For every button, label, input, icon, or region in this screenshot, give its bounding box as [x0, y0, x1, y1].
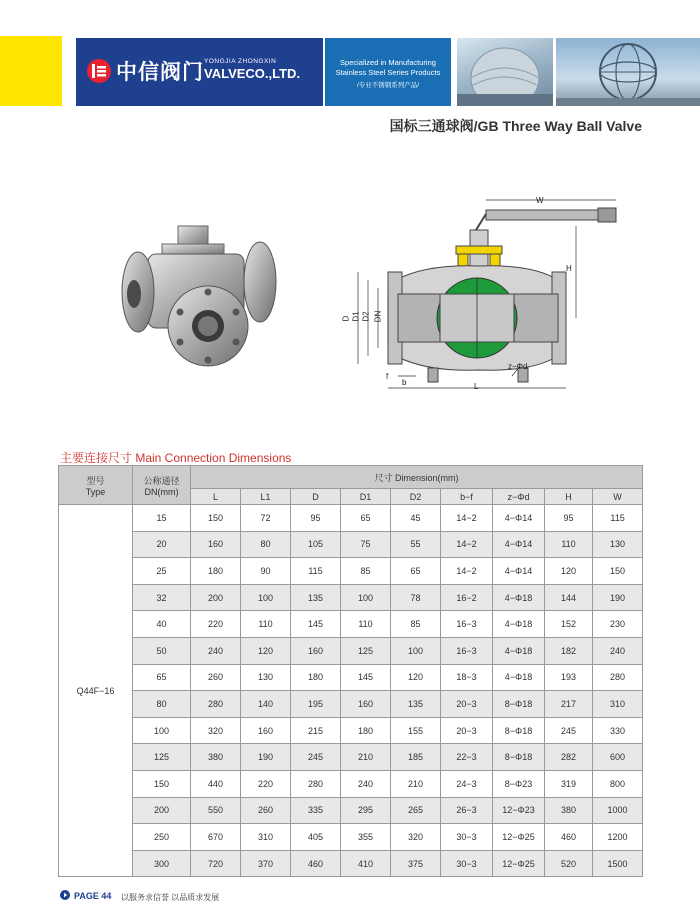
cell-d2: 210 — [391, 770, 441, 797]
cell-l: 720 — [191, 850, 241, 877]
cell-d: 180 — [291, 664, 341, 691]
dim-label-w: W — [536, 196, 544, 205]
cell-l1: 260 — [241, 797, 291, 824]
cell-b-f: 16−2 — [441, 584, 493, 611]
cell-h: 380 — [545, 797, 593, 824]
footer-slogan: 以服务求信誉 以品质求发展 — [121, 893, 220, 902]
cell-d: 115 — [291, 558, 341, 585]
cell-h: 460 — [545, 824, 593, 851]
cell-w: 280 — [593, 664, 643, 691]
cell-d1: 125 — [341, 637, 391, 664]
dim-label-z-phi-d: z−Φd — [508, 362, 528, 371]
header-dn-en: DN(mm) — [144, 486, 179, 497]
table-row — [59, 531, 643, 558]
table-row — [59, 691, 643, 718]
cell-h: 319 — [545, 770, 593, 797]
table-row — [59, 717, 643, 744]
cell-l: 440 — [191, 770, 241, 797]
cell-l1: 310 — [241, 824, 291, 851]
cell-l1: 90 — [241, 558, 291, 585]
cell-d2: 55 — [391, 531, 441, 558]
section-title: 主要连接尺寸 Main Connection Dimensions — [60, 451, 292, 465]
dim-label-h: H — [566, 264, 572, 273]
cell-d: 335 — [291, 797, 341, 824]
cell-b-f: 22−3 — [441, 744, 493, 771]
cell-b-f: 14−2 — [441, 531, 493, 558]
cell-d1: 180 — [341, 717, 391, 744]
cell-l1: 72 — [241, 505, 291, 532]
dim-label-f: f — [386, 372, 389, 381]
cell-z-phi-d: 8−Φ23 — [493, 770, 545, 797]
cell-b-f: 20−3 — [441, 717, 493, 744]
header-type — [59, 466, 133, 505]
cell-d2: 100 — [391, 637, 441, 664]
cell-d2: 135 — [391, 691, 441, 718]
cell-dn: 25 — [133, 558, 191, 585]
table-row — [59, 584, 643, 611]
table-row — [59, 637, 643, 664]
col-header-l: L — [191, 489, 241, 505]
cell-z-phi-d: 12−Φ23 — [493, 797, 545, 824]
cell-dn: 300 — [133, 850, 191, 877]
cell-l: 240 — [191, 637, 241, 664]
table-row — [59, 505, 643, 532]
specialization-banner — [325, 38, 451, 106]
cell-h: 144 — [545, 584, 593, 611]
cell-w: 600 — [593, 744, 643, 771]
cell-l1: 80 — [241, 531, 291, 558]
cell-d2: 78 — [391, 584, 441, 611]
page-title: 国标三通球阀/GB Three Way Ball Valve — [389, 118, 642, 134]
cell-d: 160 — [291, 637, 341, 664]
cell-l: 200 — [191, 584, 241, 611]
cell-l: 670 — [191, 824, 241, 851]
cell-l1: 110 — [241, 611, 291, 638]
cell-dn: 250 — [133, 824, 191, 851]
play-arrow-icon — [60, 890, 70, 900]
table-row — [59, 558, 643, 585]
technical-drawing — [336, 190, 626, 400]
col-header-zd: z−Φd — [493, 489, 545, 505]
cell-dn: 40 — [133, 611, 191, 638]
product-photo-three-way-valve — [108, 222, 286, 372]
cell-h: 95 — [545, 505, 593, 532]
cell-w: 1500 — [593, 850, 643, 877]
cell-dn: 150 — [133, 770, 191, 797]
cell-l1: 370 — [241, 850, 291, 877]
brand-name-english: VALVECO.,LTD. — [204, 66, 301, 81]
globe-sculpture-image — [556, 38, 700, 106]
cell-d1: 295 — [341, 797, 391, 824]
cell-z-phi-d: 4−Φ18 — [493, 611, 545, 638]
cell-z-phi-d: 4−Φ14 — [493, 531, 545, 558]
cell-d2: 85 — [391, 611, 441, 638]
cell-l: 380 — [191, 744, 241, 771]
cell-h: 245 — [545, 717, 593, 744]
cell-dn: 125 — [133, 744, 191, 771]
cell-dn: 15 — [133, 505, 191, 532]
cell-z-phi-d: 12−Φ25 — [493, 850, 545, 877]
cell-d2: 265 — [391, 797, 441, 824]
cell-w: 115 — [593, 505, 643, 532]
cell-b-f: 18−3 — [441, 664, 493, 691]
cell-h: 120 — [545, 558, 593, 585]
company-logo-icon — [86, 58, 112, 84]
cell-d: 195 — [291, 691, 341, 718]
cell-d: 95 — [291, 505, 341, 532]
dim-label-d: D — [341, 315, 351, 322]
cell-l: 280 — [191, 691, 241, 718]
cell-z-phi-d: 8−Φ18 — [493, 691, 545, 718]
cell-dn: 200 — [133, 797, 191, 824]
table-row — [59, 744, 643, 771]
table-header-row — [59, 466, 643, 489]
cell-w: 130 — [593, 531, 643, 558]
cell-w: 1000 — [593, 797, 643, 824]
cell-d1: 160 — [341, 691, 391, 718]
dim-label-dn: DN — [373, 310, 383, 323]
cell-l: 160 — [191, 531, 241, 558]
cell-d: 145 — [291, 611, 341, 638]
dim-label-b: b — [402, 378, 407, 387]
cell-d: 245 — [291, 744, 341, 771]
cell-dn: 50 — [133, 637, 191, 664]
cell-l1: 130 — [241, 664, 291, 691]
table-row — [59, 824, 643, 851]
cell-d1: 65 — [341, 505, 391, 532]
cell-d2: 155 — [391, 717, 441, 744]
col-header-w: W — [593, 489, 643, 505]
cell-d: 135 — [291, 584, 341, 611]
header-yellow-block — [0, 36, 62, 106]
cell-b-f: 16−3 — [441, 611, 493, 638]
col-header-d1: D1 — [341, 489, 391, 505]
col-header-d: D — [291, 489, 341, 505]
cell-l: 260 — [191, 664, 241, 691]
cell-w: 230 — [593, 611, 643, 638]
cell-w: 1200 — [593, 824, 643, 851]
header-dn-cn: 公称通径 — [143, 475, 180, 486]
cell-dn: 100 — [133, 717, 191, 744]
cell-h: 217 — [545, 691, 593, 718]
header-type-cn: 型号 — [86, 475, 105, 486]
header-dimension: 尺寸 Dimension(mm) — [191, 466, 643, 489]
cell-l1: 160 — [241, 717, 291, 744]
cell-d: 280 — [291, 770, 341, 797]
header-type-en: Type — [85, 486, 106, 497]
cell-w: 190 — [593, 584, 643, 611]
cell-d: 460 — [291, 850, 341, 877]
cell-z-phi-d: 4−Φ18 — [493, 584, 545, 611]
cell-b-f: 30−3 — [441, 824, 493, 851]
cell-d2: 375 — [391, 850, 441, 877]
cell-w: 240 — [593, 637, 643, 664]
cell-l1: 220 — [241, 770, 291, 797]
cell-h: 282 — [545, 744, 593, 771]
cell-d1: 85 — [341, 558, 391, 585]
cell-d1: 355 — [341, 824, 391, 851]
cell-b-f: 24−3 — [441, 770, 493, 797]
cell-d1: 100 — [341, 584, 391, 611]
header-dn — [133, 466, 191, 505]
cell-h: 520 — [545, 850, 593, 877]
cell-z-phi-d: 4−Φ14 — [493, 505, 545, 532]
cell-l: 150 — [191, 505, 241, 532]
cell-h: 110 — [545, 531, 593, 558]
cell-l1: 100 — [241, 584, 291, 611]
dim-label-d1: D1 — [351, 311, 361, 322]
table-body — [59, 505, 643, 877]
cell-d1: 240 — [341, 770, 391, 797]
cell-d1: 75 — [341, 531, 391, 558]
col-header-h: H — [545, 489, 593, 505]
table-row — [59, 664, 643, 691]
col-header-bf: b−f — [441, 489, 493, 505]
cell-l: 320 — [191, 717, 241, 744]
cell-d2: 185 — [391, 744, 441, 771]
cell-l: 550 — [191, 797, 241, 824]
cell-d1: 145 — [341, 664, 391, 691]
table-row — [59, 850, 643, 877]
cell-w: 310 — [593, 691, 643, 718]
cell-h: 182 — [545, 637, 593, 664]
cell-z-phi-d: 4−Φ18 — [493, 664, 545, 691]
cell-d1: 110 — [341, 611, 391, 638]
brand-name-pinyin: YONGJIA ZHONGXIN — [204, 58, 277, 65]
header-photo-tanks — [457, 38, 553, 106]
table-row — [59, 797, 643, 824]
cell-z-phi-d: 8−Φ18 — [493, 717, 545, 744]
cell-l1: 120 — [241, 637, 291, 664]
cell-d2: 120 — [391, 664, 441, 691]
cell-z-phi-d: 4−Φ18 — [493, 637, 545, 664]
cell-d: 405 — [291, 824, 341, 851]
cell-dn: 80 — [133, 691, 191, 718]
cell-d: 215 — [291, 717, 341, 744]
cell-b-f: 20−3 — [441, 691, 493, 718]
cell-w: 800 — [593, 770, 643, 797]
col-header-d2: D2 — [391, 489, 441, 505]
table-row — [59, 770, 643, 797]
cell-d1: 410 — [341, 850, 391, 877]
cell-z-phi-d: 12−Φ25 — [493, 824, 545, 851]
specialization-line-2: Stainless Steel Series Products — [335, 68, 441, 77]
cell-l1: 190 — [241, 744, 291, 771]
cell-b-f: 26−3 — [441, 797, 493, 824]
cell-dn: 32 — [133, 584, 191, 611]
cell-b-f: 14−2 — [441, 505, 493, 532]
cell-b-f: 16−3 — [441, 637, 493, 664]
cell-b-f: 14−2 — [441, 558, 493, 585]
cell-b-f: 30−3 — [441, 850, 493, 877]
header-photo-globe — [556, 38, 700, 106]
cell-d2: 320 — [391, 824, 441, 851]
brand-name-chinese: 中信阀门 — [116, 61, 204, 84]
cell-d2: 45 — [391, 505, 441, 532]
specialization-line-1: Specialized in Manufacturing — [340, 58, 436, 67]
brand-bar — [76, 38, 323, 106]
page-number: PAGE 44 — [74, 891, 112, 901]
cell-type: Q44F−16 — [59, 505, 133, 877]
cell-z-phi-d: 8−Φ18 — [493, 744, 545, 771]
cell-h: 193 — [545, 664, 593, 691]
dimension-table — [58, 465, 643, 877]
cell-d: 105 — [291, 531, 341, 558]
cell-l: 220 — [191, 611, 241, 638]
table-row — [59, 611, 643, 638]
dim-label-l: L — [474, 382, 479, 391]
cell-l1: 140 — [241, 691, 291, 718]
cell-w: 150 — [593, 558, 643, 585]
cell-d1: 210 — [341, 744, 391, 771]
col-header-l1: L1 — [241, 489, 291, 505]
cell-l: 180 — [191, 558, 241, 585]
cell-w: 330 — [593, 717, 643, 744]
cell-dn: 65 — [133, 664, 191, 691]
storage-tank-image — [457, 38, 553, 106]
cell-d2: 65 — [391, 558, 441, 585]
specialization-line-cn: /专业不锈钢系列产品/ — [356, 82, 420, 89]
cell-dn: 20 — [133, 531, 191, 558]
cell-z-phi-d: 4−Φ14 — [493, 558, 545, 585]
cell-h: 152 — [545, 611, 593, 638]
dim-label-d2: D2 — [361, 311, 371, 322]
